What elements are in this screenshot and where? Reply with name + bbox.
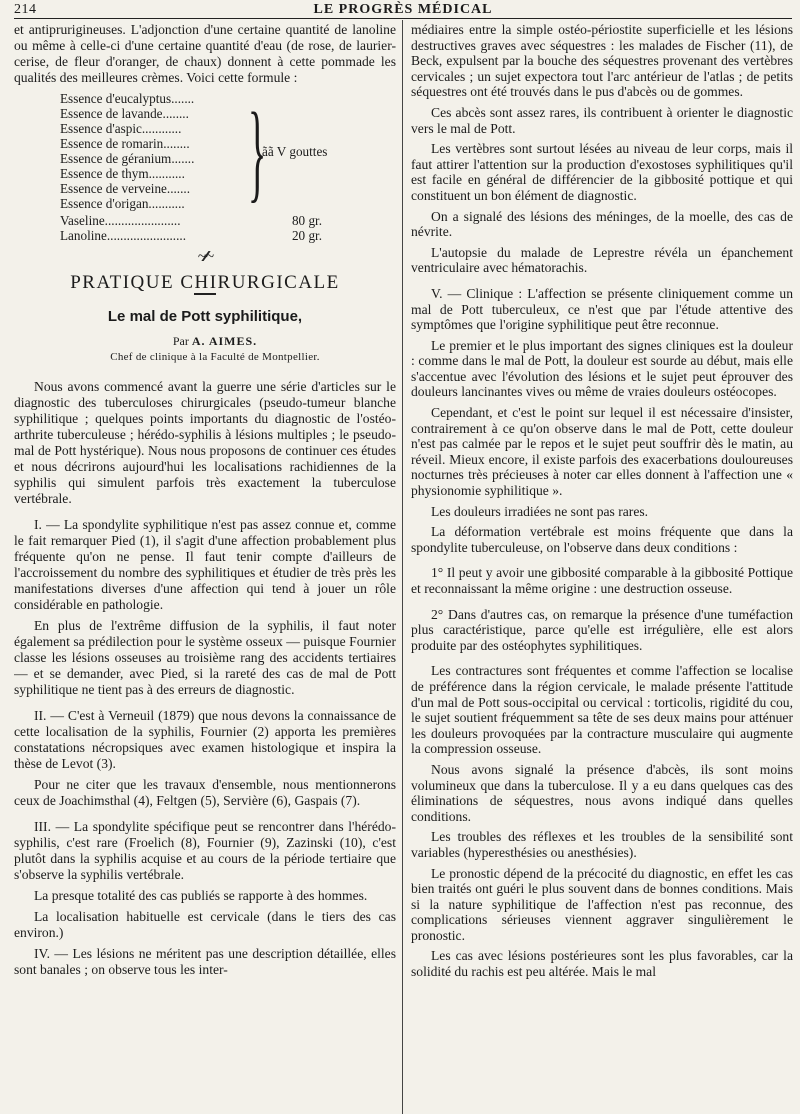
article-paragraph: Les douleurs irradiées ne sont pas rares. [431, 503, 649, 519]
article-paragraph: Les troubles des réflexes et les troubles de la sensibilité sont variables (hyperesthésies ou anesthésies). [411, 829, 793, 860]
formula-line: Essence de thym........... [60, 166, 185, 181]
formula-line: Essence d'origan........... [60, 196, 185, 211]
right-column [411, 22, 793, 1114]
article-paragraph: La localisation habituelle est cervicale (dans le tiers des cas environ.) [14, 909, 396, 940]
article-paragraph: III. — La spondylite spécifique peut se rencontrer dans l'hérédo-syphilis, c'est rare (Froelich (8), Fournier (9), Zazinski (10), c'est plutôt dans la syphilis acquise et au cours de la période tertiaire que s'observe la syphilis vertébrale. [14, 819, 396, 882]
article-paragraph: Nous avons commencé avant la guerre une série d'articles sur le diagnostic des tuberculoses chirurgicales (pseudo-tumeur blanche syphilitique ; quelques points importants du diagnostic de l'ostéo-arthrite tuberculeuse ; hérédo-syphilis à lésions multiples ; le pseudo-mal de Pott hystérique). Nous nous proposons de continuer ces études et nous décrirons aujourd'hui les localisations rachidiennes de la syphilis qui simulent parfois très exactement la tuberculose vertébrale. [14, 379, 396, 506]
author-affiliation: Chef de clinique à la Faculté de Montpellier. [110, 351, 320, 363]
author-name: A. AIMES. [191, 334, 258, 348]
article-title: Le mal de Pott syphilitique, [107, 308, 303, 325]
formula-line: Essence d'aspic............ [60, 121, 182, 136]
article-paragraph: Nous avons signalé la présence d'abcès, ils sont moins volumineux que dans la tuberculose. Il y a eu dans quelques cas des éliminations de séquestres, nous avons indiqué dans quelles conditions. [411, 761, 793, 824]
article-paragraph: Le premier et le plus important des signes cliniques est la douleur : comme dans le mal de Pott, la douleur est sourde au début, mais elle s'accentue avec l'évolution des lésions et le sujet peut éprouver des douleurs lancinantes vives ou même de vraies douleurs ostéocopes. [411, 337, 793, 400]
formula-quantity: 80 gr. [291, 213, 322, 228]
article-paragraph: On a signalé des lésions des méninges, de la moelle, des cas de névrite. [411, 208, 793, 240]
article-paragraph: Le pronostic dépend de la précocité du diagnostic, en effet les cas bien traités ont guéri le plus souvent dans de bonnes conditions. Mais si la nature syphilitique de l'affection n'est pas reconnue, des complications sérieuses viennent aggraver singulièrement le pronostic. [411, 865, 793, 943]
formula-row-vaseline [60, 213, 322, 228]
formula-line: Essence de lavande........ [60, 106, 189, 121]
formula-line: Essence de romarin........ [60, 136, 190, 151]
article-paragraph: Cependant, et c'est le point sur lequel il est nécessaire d'insister, contrairement à ce qu'on observe dans le mal de Pott, cette douleur n'est pas calmée par le repos et le sujet peut souffrir dès le matin, au réveil. Mieux encore, il existe parfois des exacerbations douloureuses nocturnes très précieuses à noter car elles donnent à l'affection une « physionomie syphilitique ». [411, 405, 793, 499]
ornament-divider: ~∕∕∕∕~ [197, 249, 213, 265]
article-paragraph: Les cas avec lésions postérieures sont les plus favorables, car la solidité du rachis est peu altérée. Mais le mal [411, 948, 793, 980]
article-paragraph: II. — C'est à Verneuil (1879) que nous devons la connaissance de cette localisation de la syphilis, Fournier (2) apporta les premières constatations nécropsiques avec examen histologique et inspira la thèse de Levot (3). [14, 708, 396, 771]
column-divider [402, 20, 403, 1114]
formula-brace: } [247, 90, 267, 212]
article-paragraph: I. — La spondylite syphilitique n'est pas assez connue et, comme le fait remarquer Pied (1), il s'agit d'une affection probablement plus fréquente qu'on ne pense. Il faut tenir compte d'ailleurs de l'accroissement du nombre des syphilitiques et étudier de très près les manifestations diverses d'une affection qui tend à jouer un rôle considérable en pathologie. [14, 517, 396, 612]
essence-dose: ãã V gouttes [262, 143, 328, 159]
section-rule [194, 293, 216, 295]
formula-quantity: 20 gr. [291, 228, 322, 243]
article-paragraph: 1° Il peut y avoir une gibbosité comparable à la gibbosité Pottique et reconnaissant la même origine : une destruction osseuse. [411, 565, 793, 596]
left-column [14, 22, 396, 1114]
article-paragraph: médiaires entre la simple ostéo-périostite superficielle et les lésions destructives graves avec séquestres : les malades de Fischer (11), de Beck, expulsent par la bouche des séquestres provenant des vertèbres cervicales ; un sujet expectora tout l'arc antérieur de l'atlas ; de petits séquestres ont été trouvés dans le pus d'abcès ou de gommes. [411, 22, 793, 100]
formula-block [60, 91, 396, 211]
author-line [14, 333, 396, 349]
journal-title: LE PROGRÈS MÉDICAL [313, 2, 493, 17]
article-paragraph: Les contractures sont fréquentes et comme l'affection se localise de préférence dans la région cervicale, le malade présente l'attitude d'un mal de Pott sous-occipital ou cervical : torticolis, rigidité du cou, le sujet soutient fréquemment sa tête de ses deux mains pour atténuer les douleurs provoquées par la contracture musculaire qui augmente la compression osseuse. [411, 663, 793, 757]
author-prefix: Par [172, 334, 189, 348]
formula-line: Essence de géranium....... [60, 151, 195, 166]
article-paragraph: 2° Dans d'autres cas, on remarque la présence d'une tuméfaction plus caractéristique, parce qu'elle est irrégulière, elle est alors produite par des ostéophytes syphilitiques. [411, 606, 793, 653]
page-number: 214 [14, 2, 37, 17]
essence-list [60, 91, 246, 211]
formula-ingredient: Lanoline........................ [60, 228, 186, 243]
article-paragraph: La presque totalité des cas publiés se rapporte à des hommes. [34, 888, 368, 903]
formula-ingredient: Vaseline....................... [60, 213, 181, 228]
running-header [14, 0, 792, 19]
article-paragraph: Les vertèbres sont surtout lésées au niveau de leur corps, mais il faut attirer l'attention sur la production d'exostoses syphilitiques qu'il est facile en général de différencier de la gibbosité pottique et qui constituent un bon élément de diagnostic. [411, 141, 793, 203]
section-title: PRATIQUE CHIRURGICALE [70, 272, 340, 293]
formula-row-lanoline [60, 228, 322, 243]
formula-line: Essence d'eucalyptus....... [60, 91, 195, 106]
article-paragraph: V. — Clinique : L'affection se présente cliniquement comme un mal de Pott tuberculeux, ce n'est que par l'étude attentive des symptômes que l'origine syphilitique peut être reconnue. [411, 285, 793, 333]
article-paragraph: Pour ne citer que les travaux d'ensemble, nous mentionnerons ceux de Joachimsthal (4), Feltgen (5), Servière (6), Gaspais (7). [14, 777, 396, 808]
article-paragraph: Ces abcès sont assez rares, ils contribuent à orienter le diagnostic vers le mal de Pott. [411, 104, 793, 136]
article-paragraph: IV. — Les lésions ne méritent pas une description détaillée, elles sont banales ; on observe tous les inter- [14, 946, 396, 977]
article-paragraph: L'autopsie du malade de Leprestre révéla un épanchement ventriculaire avec hématorachis. [411, 244, 793, 276]
intro-paragraph: et antiprurigineuses. L'adjonction d'une certaine quantité de lanoline ou même à celle-ci d'une certaine quantité d'eau (de rose, de laurier-cerise, de fleur d'oranger, de chaux) donnent à cette pommade les qualités des meilleures crèmes. Voici cette formule : [14, 22, 396, 85]
article-paragraph: La déformation vertébrale est moins fréquente que dans la spondylite tuberculeuse, on l'observe dans deux conditions : [411, 524, 793, 555]
article-paragraph: En plus de l'extrême diffusion de la syphilis, il faut noter également sa prédilection pour le système osseux — puisque Fournier classe les lésions osseuses au troisième rang des accidents tertiaires — et se demander, avec Pied, si la rareté des cas de mal de Pott syphilitique ne tient pas à des erreurs de diagnostic. [14, 618, 396, 697]
formula-line: Essence de verveine....... [60, 181, 190, 196]
